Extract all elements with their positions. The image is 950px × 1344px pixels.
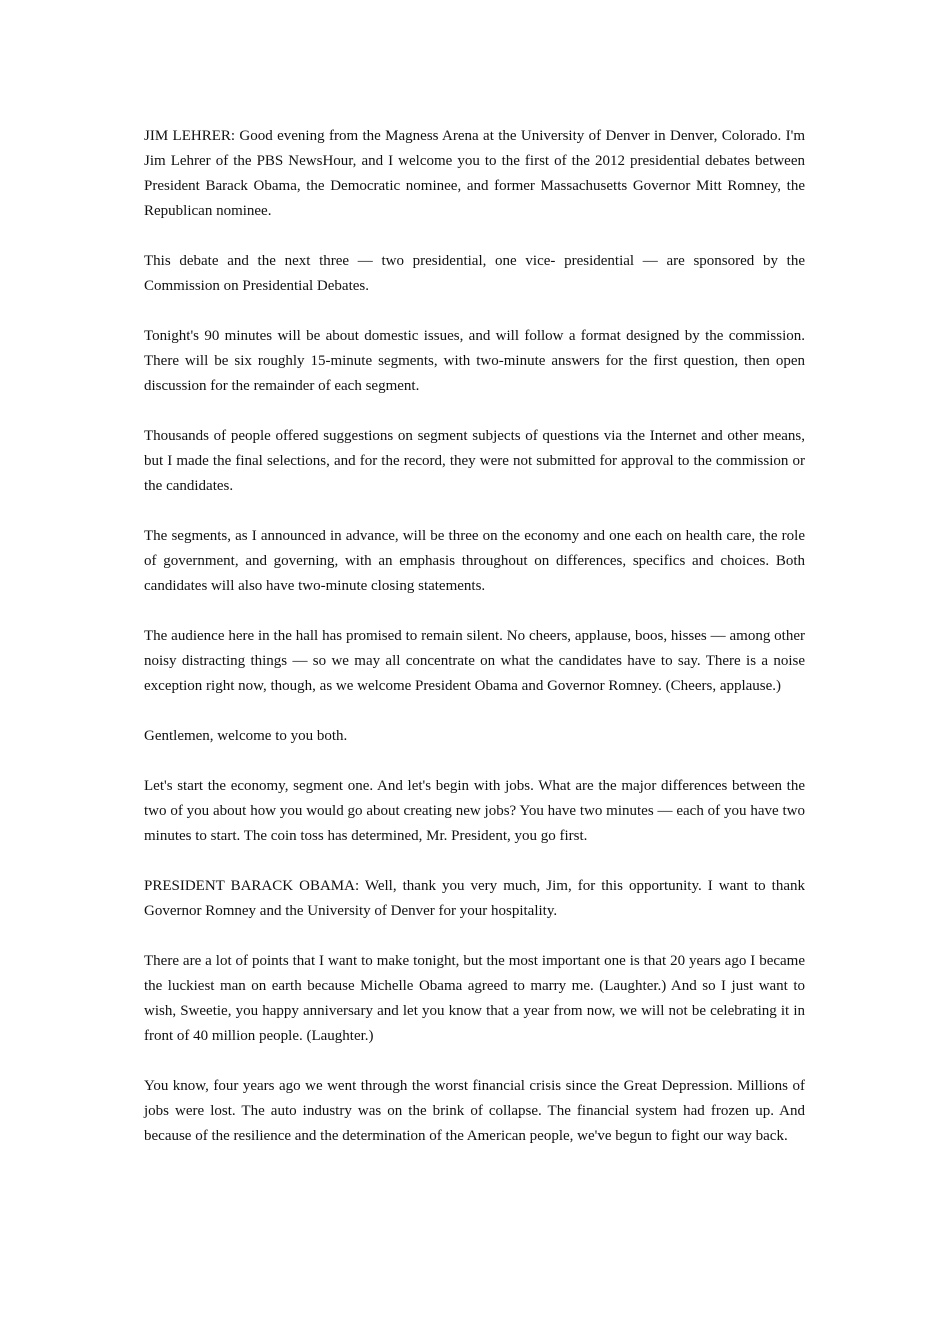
paragraph-3: Tonight's 90 minutes will be about domestic issues, and will follow a format designed by the commission. There will be six roughly 15-minute segments, with two-minute answers for the first question, then open discussion for the remainder of each segment. bbox=[144, 328, 805, 394]
paragraph-10: There are a lot of points that I want to make tonight, but the most important one is that 20 years ago I became the luckiest man on earth because Michelle Obama agreed to marry me. (Laughter.) And so I just want to wish, Sweetie, you happy anniversary and let you know that a year from now, we will not be celebrating it in front of 40 million people. (Laughter.) bbox=[144, 953, 805, 1044]
transcript-body bbox=[144, 124, 805, 1174]
paragraph-5: The segments, as I announced in advance, will be three on the economy and one each on health care, the role of government, and governing, with an emphasis throughout on differences, specifics and choices. Both candidates will also have two-minute closing statements. bbox=[144, 528, 805, 594]
paragraph-8: Let's start the economy, segment one. And let's begin with jobs. What are the major differences between the two of you about how you would go about creating new jobs? You have two minutes — each of you have two minutes to start. The coin toss has determined, Mr. President, you go first. bbox=[144, 778, 805, 844]
paragraph-1: JIM LEHRER: Good evening from the Magness Arena at the University of Denver in Denver, Colorado. I'm Jim Lehrer of the PBS NewsHour, and I welcome you to the first of the 2012 presidential debates between President Barack Obama, the Democratic nominee, and former Massachusetts Governor Mitt Romney, the Republican nominee. bbox=[144, 128, 805, 219]
paragraph-4: Thousands of people offered suggestions on segment subjects of questions via the Internet and other means, but I made the final selections, and for the record, they were not submitted for approval to the commission or the candidates. bbox=[144, 428, 805, 494]
paragraph-2: This debate and the next three — two presidential, one vice- presidential — are sponsored by the Commission on Presidential Debates. bbox=[144, 253, 805, 294]
paragraph-6: The audience here in the hall has promised to remain silent. No cheers, applause, boos, hisses — among other noisy distracting things — so we may all concentrate on what the candidates have to say. There is a noise exception right now, though, as we welcome President Obama and Governor Romney. (Cheers, applause.) bbox=[144, 628, 805, 694]
paragraph-11: You know, four years ago we went through the worst financial crisis since the Great Depression. Millions of jobs were lost. The auto industry was on the brink of collapse. The financial system had frozen up. And because of the resilience and the determination of the American people, we've begun to fight our way back. bbox=[144, 1078, 805, 1144]
paragraph-9: PRESIDENT BARACK OBAMA: Well, thank you very much, Jim, for this opportunity. I want to thank Governor Romney and the University of Denver for your hospitality. bbox=[144, 878, 805, 919]
paragraph-7: Gentlemen, welcome to you both. bbox=[144, 728, 348, 744]
